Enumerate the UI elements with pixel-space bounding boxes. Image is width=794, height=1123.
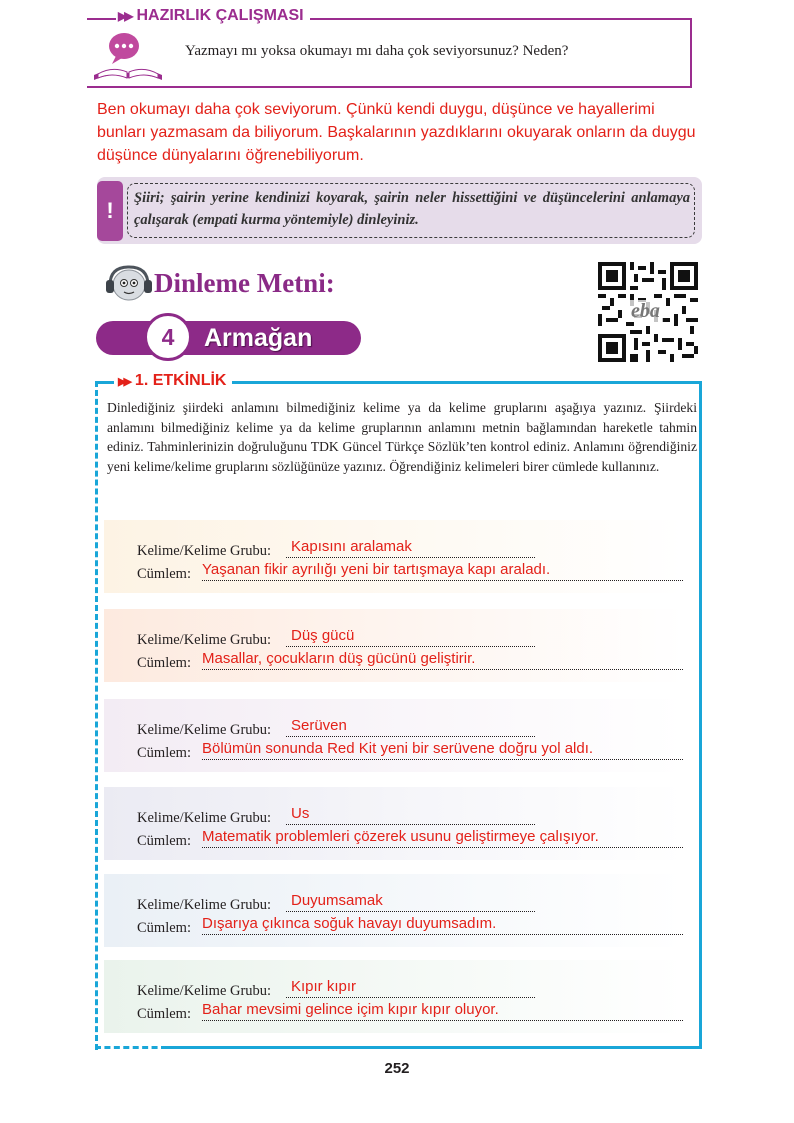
word-label: Kelime/Kelime Grubu: (137, 722, 272, 738)
word-answer[interactable]: Serüven (291, 717, 347, 734)
sentence-answer[interactable]: Dışarıya çıkınca soğuk havayı duyumsadım. (202, 915, 497, 932)
listening-text-title: Dinleme Metni: (154, 268, 335, 298)
activity-title-text: 1. ETKİNLİK (134, 372, 227, 389)
preparation-title (116, 7, 310, 25)
sentence-dotted-line (202, 759, 683, 760)
sentence-dotted-line (202, 1020, 683, 1021)
preparation-dotted-line (87, 18, 117, 20)
word-answer[interactable]: Kıpır kıpır (291, 978, 357, 995)
sentence-dotted-line (202, 934, 683, 935)
activity-title (114, 372, 232, 390)
page-number: 252 (384, 1060, 410, 1077)
sentence-answer[interactable]: Masallar, çocukların düş gücünü geliştirir. (202, 650, 476, 667)
preparation-question: Yazmayı mı yoksa okumayı mı daha çok seviyorsunuz? Neden? (185, 43, 569, 59)
sentence-label: Cümlem: (137, 566, 191, 582)
sentence-label: Cümlem: (137, 1006, 191, 1022)
word-row (104, 960, 684, 1033)
exclamation-icon: ! (97, 181, 123, 241)
sentence-answer[interactable]: Matematik problemleri çözerek usunu geliştirmeye çalışıyor. (202, 828, 599, 845)
word-dotted-line (286, 736, 535, 737)
listening-headphones-icon (104, 263, 154, 303)
word-row (104, 874, 684, 947)
double-arrow-icon: ▶▶ (118, 376, 129, 388)
handwritten-answer: Ben okumayı daha çok seviyorum. Çünkü kendi duygu, düşünce ve hayallerimi bunları yazmasam da biliyorum. Başkalarının yazdıklarını okuyarak onların da duygu düşünce dünyalarını öğrenebiliyorum. (97, 101, 696, 164)
sentence-label: Cümlem: (137, 745, 191, 761)
sentence-dotted-line (202, 580, 683, 581)
word-answer[interactable]: Us (291, 805, 310, 822)
word-row (104, 609, 684, 682)
eba-label: eba (628, 300, 663, 322)
activity-frame-dashed-left (95, 381, 98, 1050)
word-label: Kelime/Kelime Grubu: (137, 632, 272, 648)
activity-instructions: Dinlediğiniz şiirdeki anlamını bilmediğiniz kelime ya da kelime gruplarını aşağıya yazınız. Şiirdeki anlamını bilmediğiniz kelime ya da kelime gruplarının anlamını metnin bağlamından hareketle tahmin ediniz. Tahminlerinizin doğruluğunu TDK Güncel Türkçe Sözlük’ten kontrol ediniz. Anlamını öğrendiğiniz yeni kelime/kelime gruplarını sözlüğünüze yazınız. Öğrendiğiniz kelimeleri birer cümlede kullanınız. (107, 400, 697, 474)
lesson-title: Armağan (204, 324, 313, 352)
sentence-answer[interactable]: Yaşanan fikir ayrılığı yeni bir tartışmaya kapı araladı. (202, 561, 551, 578)
word-dotted-line (286, 911, 535, 912)
activity-frame-bottom (166, 1046, 702, 1049)
word-row (104, 699, 684, 772)
word-row (104, 520, 684, 593)
word-label: Kelime/Kelime Grubu: (137, 810, 272, 826)
activity-frame-dashed-bottom (95, 1046, 167, 1049)
double-arrow-icon: ▶▶ (118, 9, 131, 23)
sentence-dotted-line (202, 847, 683, 848)
lesson-number: 4 (144, 313, 192, 361)
sentence-dotted-line (202, 669, 683, 670)
word-row (104, 787, 684, 860)
info-text: Şiiri; şairin yerine kendinizi koyarak, şairin neler hissettiğini ve düşüncelerini anlamaya çalışarak (empati kurma yöntemiyle) dinleyiniz. (134, 190, 690, 228)
sentence-answer[interactable]: Bölümün sonunda Red Kit yeni bir serüvene doğru yol aldı. (202, 740, 594, 757)
word-answer[interactable]: Düş gücü (291, 627, 355, 644)
speech-book-icon (92, 28, 164, 84)
word-label: Kelime/Kelime Grubu: (137, 543, 272, 559)
sentence-label: Cümlem: (137, 655, 191, 671)
word-dotted-line (286, 557, 535, 558)
word-dotted-line (286, 997, 535, 998)
word-answer[interactable]: Kapısını aralamak (291, 538, 412, 555)
sentence-answer[interactable]: Bahar mevsimi gelince içim kıpır kıpır oluyor. (202, 1001, 499, 1018)
word-dotted-line (286, 646, 535, 647)
word-answer[interactable]: Duyumsamak (291, 892, 383, 909)
sentence-label: Cümlem: (137, 833, 191, 849)
preparation-title-text: HAZIRLIK ÇALIŞMASI (136, 7, 304, 24)
word-label: Kelime/Kelime Grubu: (137, 983, 272, 999)
sentence-label: Cümlem: (137, 920, 191, 936)
word-dotted-line (286, 824, 535, 825)
word-label: Kelime/Kelime Grubu: (137, 897, 272, 913)
